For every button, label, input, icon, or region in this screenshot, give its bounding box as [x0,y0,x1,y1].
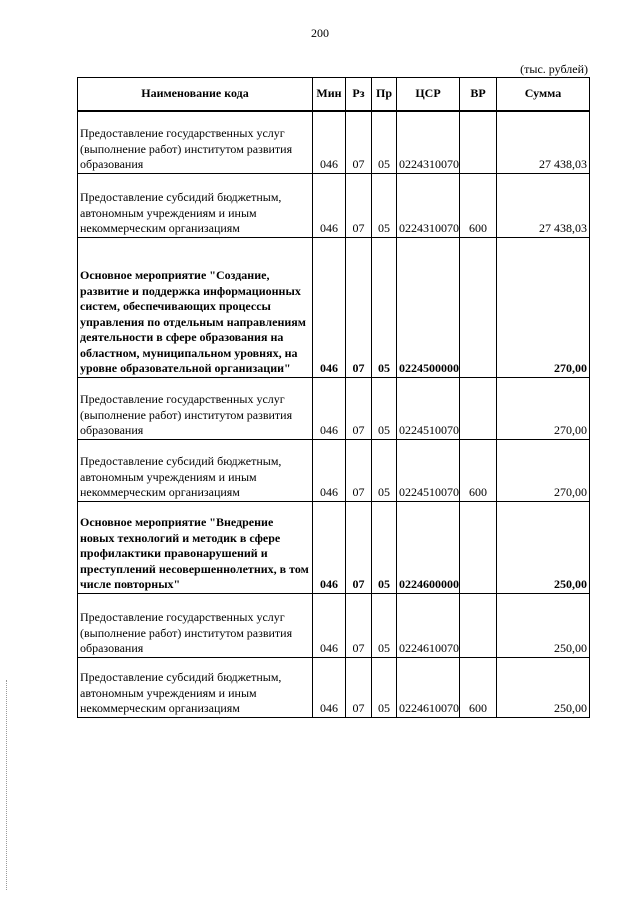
row-vr-cell [460,237,497,377]
row-pr-cell: 05 [372,501,397,593]
page-number: 200 [311,26,329,40]
row-sum-cell: 250,00 [497,501,590,593]
row-min-cell: 046 [313,237,346,377]
table-row [78,237,590,377]
row-csr-cell: 0224510070 [397,377,460,439]
row-pr-cell: 05 [372,111,397,173]
row-vr-cell [460,501,497,593]
row-vr-cell [460,377,497,439]
row-name-cell: Предоставление государственных услуг (выполнение работ) институтом развития образования [78,377,313,439]
row-name-cell: Предоставление субсидий бюджетным, автономным учреждениям и иным некоммерческим организациям [78,173,313,237]
row-vr-cell [460,593,497,657]
table-row [78,501,590,593]
budget-table [77,77,590,718]
row-sum-cell: 250,00 [497,657,590,717]
row-sum-cell: 270,00 [497,439,590,501]
row-csr-cell: 0224610070 [397,593,460,657]
row-rz-cell: 07 [346,237,372,377]
header-sum: Сумма [497,78,590,112]
row-rz-cell: 07 [346,111,372,173]
row-pr-cell: 05 [372,593,397,657]
row-name-cell: Основное мероприятие "Создание, развитие и поддержка информационных систем, обеспечивающих процессы управления по отдельным направлениям деятельности в сфере образования на областном, муниципальном уровнях, на уровне образовательной организации" [78,237,313,377]
header-pr: Пр [372,78,397,112]
row-csr-cell: 0224500000 [397,237,460,377]
row-name-cell: Предоставление государственных услуг (выполнение работ) институтом развития образования [78,593,313,657]
table-row [78,173,590,237]
row-sum-cell: 270,00 [497,237,590,377]
row-sum-cell: 27 438,03 [497,173,590,237]
row-csr-cell: 0224310070 [397,111,460,173]
header-name: Наименование кода [78,78,313,112]
row-name-cell: Предоставление субсидий бюджетным, автономным учреждениям и иным некоммерческим организациям [78,657,313,717]
row-csr-cell: 0224600000 [397,501,460,593]
row-vr-cell [460,111,497,173]
row-name-cell: Основное мероприятие "Внедрение новых технологий и методик в сфере профилактики правонарушений и преступлений несовершеннолетних, в том числе повторных" [78,501,313,593]
table-row [78,111,590,173]
header-min: Мин [313,78,346,112]
table-row [78,593,590,657]
row-rz-cell: 07 [346,657,372,717]
row-pr-cell: 05 [372,173,397,237]
table-row [78,439,590,501]
row-name-cell: Предоставление государственных услуг (выполнение работ) институтом развития образования [78,111,313,173]
row-vr-cell: 600 [460,439,497,501]
units-label: (тыс. рублей) [520,62,588,76]
row-rz-cell: 07 [346,173,372,237]
row-rz-cell: 07 [346,377,372,439]
row-min-cell: 046 [313,657,346,717]
table-row [78,377,590,439]
header-csr: ЦСР [397,78,460,112]
margin-mark [6,680,9,890]
row-vr-cell: 600 [460,173,497,237]
row-sum-cell: 27 438,03 [497,111,590,173]
row-pr-cell: 05 [372,237,397,377]
header-rz: Рз [346,78,372,112]
row-vr-cell: 600 [460,657,497,717]
row-pr-cell: 05 [372,439,397,501]
row-csr-cell: 0224310070 [397,173,460,237]
row-csr-cell: 0224510070 [397,439,460,501]
header-vr: ВР [460,78,497,112]
row-pr-cell: 05 [372,377,397,439]
row-min-cell: 046 [313,111,346,173]
row-min-cell: 046 [313,501,346,593]
row-min-cell: 046 [313,439,346,501]
row-sum-cell: 270,00 [497,377,590,439]
table-header-row [78,78,590,112]
row-min-cell: 046 [313,593,346,657]
row-csr-cell: 0224610070 [397,657,460,717]
row-rz-cell: 07 [346,439,372,501]
table-body [78,111,590,717]
row-min-cell: 046 [313,173,346,237]
row-sum-cell: 250,00 [497,593,590,657]
row-name-cell: Предоставление субсидий бюджетным, автономным учреждениям и иным некоммерческим организациям [78,439,313,501]
table-row [78,657,590,717]
row-min-cell: 046 [313,377,346,439]
row-rz-cell: 07 [346,501,372,593]
row-pr-cell: 05 [372,657,397,717]
row-rz-cell: 07 [346,593,372,657]
